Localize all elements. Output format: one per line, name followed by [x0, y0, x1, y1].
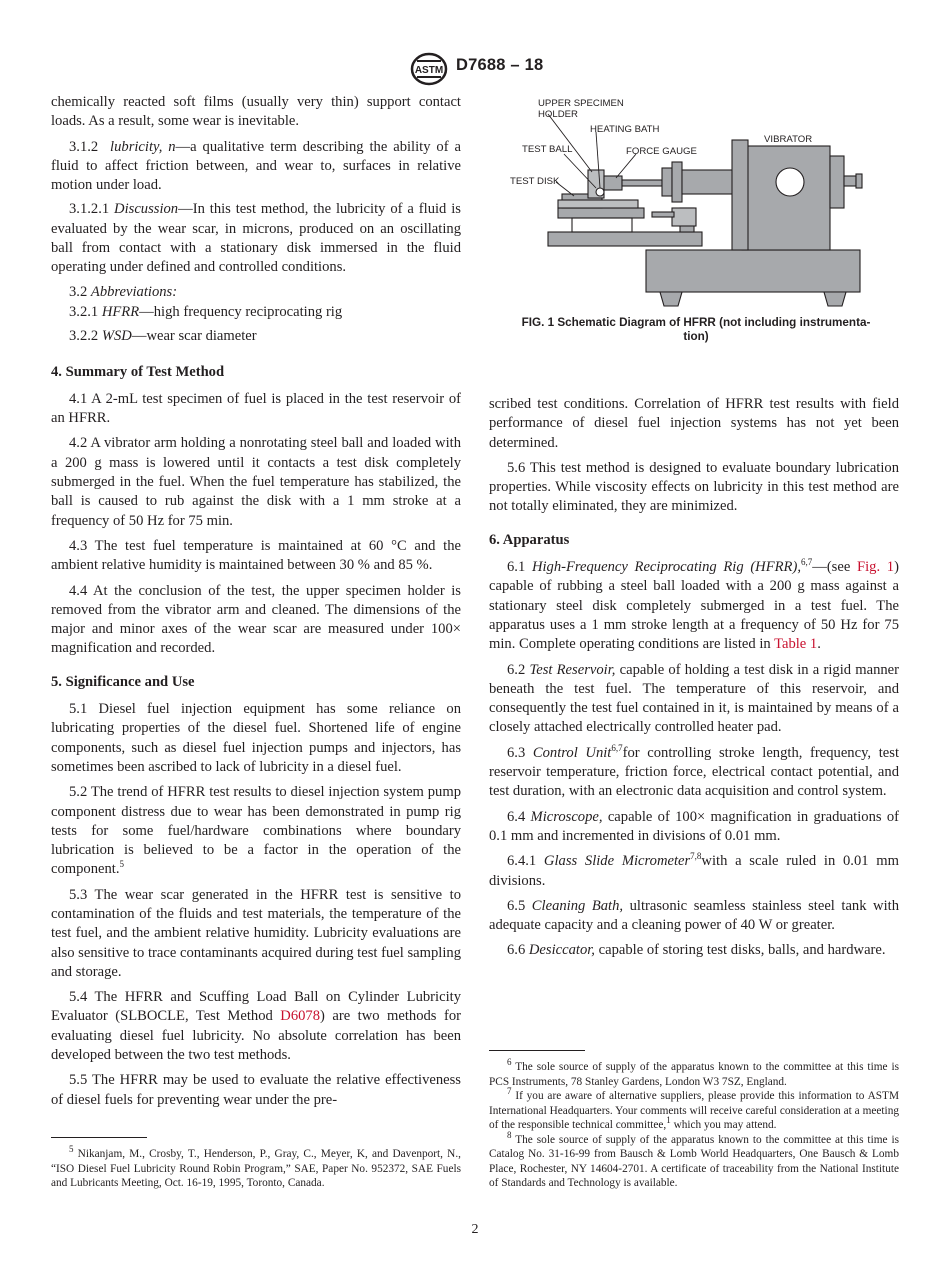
footnotes-right: [489, 1057, 899, 1191]
section-5-1: 5.1 Diesel fuel injection equipment has some reliance on lubricating properties of the diesel fuel. Shortened life of engine components, such as diesel fuel injection pumps and injectors, has sometimes been ascribed to lack of lubricity in a diesel fuel.: [51, 701, 461, 775]
footnote-rule-right: [489, 1050, 585, 1051]
section-4-4: 4.4 At the conclusion of the test, the upper specimen holder is removed from the vibrator arm and cleaned. The dimensions of the major and minor axes of the wear scar are measured under 100× magnification and recorded.: [51, 582, 461, 657]
vibrator-housing: [742, 146, 830, 250]
vibrator-flange-2: [672, 162, 682, 202]
right-column: [489, 395, 899, 967]
label-upper-holder-2: HOLDER: [538, 109, 578, 120]
footnote-ref-6-7b[interactable]: 6,7: [611, 742, 623, 753]
vibrator-flange-1: [662, 168, 672, 196]
document-designation: D7688 – 18: [456, 56, 544, 74]
section-6-4: 6.4 Microscope, capable of 100× magnification in graduations of 0.1 mm and incremented in divisions of 0.01 mm.: [489, 808, 899, 844]
section-6-5: 6.5 Cleaning Bath, ultrasonic seamless stainless steel tank with adequate capacity and a cleaning power of 40 W or greater.: [489, 897, 900, 934]
footnote-rule-left: [51, 1137, 147, 1138]
section-5-4: 5.4 The HFRR and Scuffing Load Ball on Cylinder Lubricity Evaluator (SLBOCLE, Test Method D6078) are two methods for evaluating diesel fuel lubricity. No absolute correlation has been developed between the two test methods.: [51, 989, 461, 1064]
force-gauge-rod: [652, 212, 674, 217]
heading-section-5: 5. Significance and Use: [51, 673, 195, 690]
label-vibrator: VIBRATOR: [764, 134, 813, 145]
section-5-5: 5.5 The HFRR may be used to evaluate the relative effectiveness of diesel fuels for preventing wear under the pre-: [51, 1072, 461, 1108]
arm-rod: [622, 180, 662, 186]
label-force-gauge: FORCE GAUGE: [626, 146, 697, 157]
section-3-2-1: 3.2.1 HFRR—high frequency reciprocating rig: [69, 303, 343, 320]
footnote-6: $^6$ The sole source of supply of the apparatus known to the committee at this time is PCS Instruments, 78 Stanley Gardens, London W3 7SZ, England.: [489, 1057, 899, 1088]
label-upper-holder-1: UPPER SPECIMEN: [538, 98, 624, 109]
section-4-3: 4.3 The test fuel temperature is maintained at 60 °C and the ambient relative humidity is maintained between 30 % and 85 %.: [51, 537, 461, 574]
base-foot-right: [824, 292, 846, 306]
vibrator-neck: [682, 170, 740, 194]
vibrator-port: [776, 168, 804, 196]
section-3-1-2: 3.1.2 lubricity, n—a qualitative term describing the ability of a fluid to affect friction between, and wear to, surfaces in relative motion under load.: [51, 138, 461, 194]
paragraph-continuation: chemically reacted soft films (usually very thin) support contact loads. As a result, some wear is inevitable.: [51, 94, 461, 130]
heating-bath-block: [558, 200, 638, 208]
base-block: [646, 250, 860, 292]
section-6-6: 6.6 Desiccator, capable of storing test disks, balls, and hardware.: [507, 942, 886, 959]
test-ball-shape: [596, 188, 604, 196]
footnote-ref-6-7[interactable]: 6,7: [800, 557, 813, 568]
vibrator-front-plate: [732, 140, 748, 250]
section-3-2: 3.2 Abbreviations:: [69, 283, 178, 300]
figure-caption: FIG. 1 Schematic Diagram of HFRR (not including instrumenta- tion): [521, 316, 871, 343]
astm-logo-icon: [409, 52, 449, 86]
section-4-1: 4.1 A 2-mL test specimen of fuel is placed in the test reservoir of an HFRR.: [51, 390, 461, 427]
section-6-1: 6.1 High-Frequency Reciprocating Rig (HFRR),$^{6,7}$—(see Fig. 1) capable of rubbing a steel ball loaded with a 200 g mass against a stationary steel disk completely submerged in a test fuel. The apparatus uses a 1 mm stroke length at a frequency of 50 Hz for 75 min. Complete operating conditions are listed in Table 1.: [489, 557, 899, 653]
section-5-6: 5.6 This test method is designed to evaluate boundary lubrication properties. While viscosity effects on lubricity in this test method are not totally eliminated, they are minimized.: [489, 459, 899, 515]
link-table-1[interactable]: Table 1: [774, 636, 818, 653]
vibrator-knob: [856, 174, 862, 188]
table-leg: [572, 218, 632, 232]
page-number: 2: [471, 1222, 479, 1237]
link-d6078[interactable]: D6078: [280, 1008, 321, 1025]
bed-plate: [548, 232, 702, 246]
vibrator-shaft: [844, 176, 856, 186]
footnote-5: $^5$ Nikanjam, M., Crosby, T., Henderson, P., Gray, C., Meyer, K, and Davenport, N., “ISO Diesel Fuel Lubricity Round Robin Program,” SAE, Paper No. 952372, SAE Fuels and Lubricants Meeting, Oct. 16-19, 1995, Toronto, Canada.: [51, 1144, 461, 1189]
label-test-disk: TEST DISK: [510, 176, 560, 187]
footnote-ref-5[interactable]: 5: [119, 859, 124, 870]
section-5-3: 5.3 The wear scar generated in the HFRR test is sensitive to contamination of the fluids and test materials, the temperature of the test fuel, and the ambient relative humidity. Lubricity evaluations are also sensitive to trace contaminants acquired during test fuel sampling and storage.: [51, 886, 461, 980]
arm-coupler: [604, 176, 622, 190]
section-6-4-1: 6.4.1 Glass Slide Micrometer$^{7,8}$with a scale ruled in 0.01 mm divisions.: [489, 851, 899, 889]
label-test-ball: TEST BALL: [522, 144, 573, 155]
table-top: [558, 208, 644, 218]
heading-section-4: 4. Summary of Test Method: [51, 363, 225, 380]
heading-section-6: 6. Apparatus: [489, 531, 570, 548]
hfrr-schematic-diagram: [492, 92, 900, 312]
footnote-ref-7-8[interactable]: 7,8: [690, 851, 702, 862]
section-3-1-2-1: 3.1.2.1 Discussion—In this test method, the lubricity of a fluid is evaluated by the wear scar, in microns, produced on an oscillating ball from contact with a stationary disk immersed in the fluid operating under defined and controlled conditions.: [51, 201, 461, 276]
base-foot-left: [660, 292, 682, 306]
svg-text:ASTM: ASTM: [414, 65, 444, 76]
section-3-2-2: 3.2.2 WSD—wear scar diameter: [69, 328, 257, 345]
footnote-8: $^8$ The sole source of supply of the apparatus known to the committee at this time is Catalog No. 31-16-99 from Bausch & Lomb World Headquarters, One Bausch & Lomb Place, Rochester, NY 14604-2701. A certificate of traceability from the National Institute of Standards and Technology is available.: [489, 1129, 899, 1189]
link-fig-1[interactable]: Fig. 1: [857, 559, 895, 576]
vibrator-back: [830, 156, 844, 208]
force-gauge-body: [672, 208, 696, 226]
page-header: [0, 52, 950, 86]
section-4-2: 4.2 A vibrator arm holding a nonrotating steel ball and loaded with a 200 g mass is lowered until it contacts a test disk completely submerged in the fuel. When the fuel temperature has stabilized, the ball is caused to rub against the disk with a 1 mm stroke at a frequency of 50 Hz for 75 min.: [51, 435, 461, 529]
left-column: [51, 93, 461, 1116]
footnote-7: $^7$ If you are aware of alternative suppliers, please provide this information to ASTM International Headquarters. Your comments will receive careful consideration at a meeting of the responsible technical committee,$^1$ which you may attend.: [489, 1086, 899, 1131]
section-5-2: 5.2 The trend of HFRR test results to diesel injection system pump component distress due to wear has been demonstrated in pump rig tests for some fuel/hardware combinations where boundary lubrication is believed to be a factor in the operation of the component.$^5$: [51, 784, 461, 878]
section-6-3: 6.3 Control Unit$^{6,7}$for controlling stroke length, frequency, test reservoir temperature, friction force, electrical contact potential, and test duration, with an electronic data acquisition and control system.: [489, 742, 899, 800]
section-6-2: 6.2 Test Reservoir, capable of holding a test disk in a rigid manner beneath the test fuel. The temperature of this reservoir, and consequently the test fuel contained in it, is maintained by means of a closely attached electrically controlled heater pad.: [489, 661, 900, 736]
label-heating-bath: HEATING BATH: [590, 124, 660, 135]
section-5-5-continuation: scribed test conditions. Correlation of HFRR test results with field performance of diesel fuel injection systems has not yet been determined.: [489, 396, 899, 451]
